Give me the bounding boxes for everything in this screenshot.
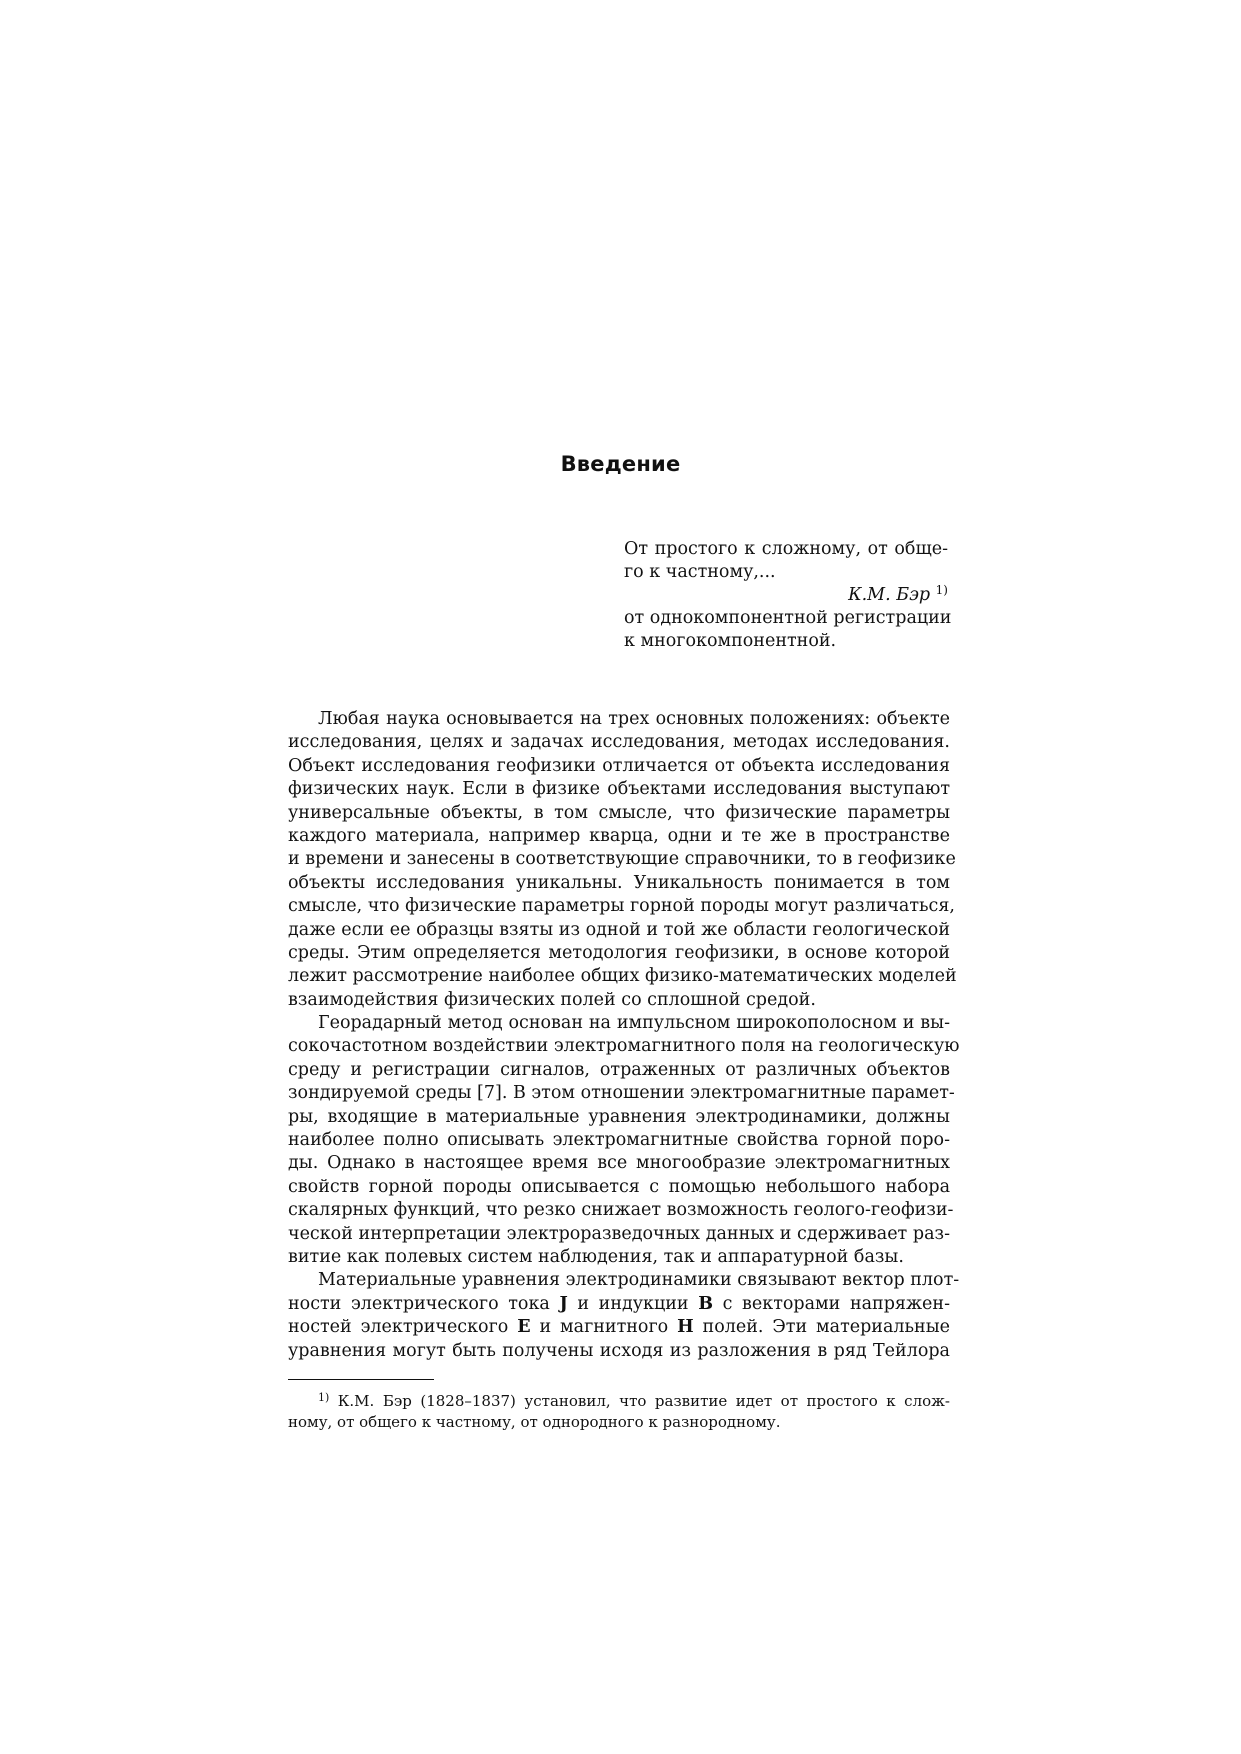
- paragraph-3: [288, 1269, 960, 1363]
- text-fragment: полей. Эти материальные: [693, 1317, 950, 1338]
- vector-symbol-j: J: [559, 1293, 568, 1314]
- text-line: уравнения могут быть получены исходя из разложения в ряд Тейлора: [288, 1340, 950, 1361]
- epigraph-addendum-line: от однокомпонентной регистрации: [624, 608, 952, 628]
- text-line: свойств горной породы описывается с помощью небольшого набора: [288, 1176, 950, 1197]
- text-line: Любая наука основывается на трех основных положениях: объекте: [318, 709, 950, 729]
- vector-symbol-e: E: [517, 1317, 531, 1338]
- epigraph-addendum-line: к многокомпонентной.: [624, 631, 837, 651]
- text-line: скалярных функций, что резко снижает возможность геолого-геофизи-: [288, 1200, 954, 1221]
- text-line: [288, 1316, 950, 1339]
- text-fragment: и индукции: [567, 1293, 699, 1314]
- footnote-reference: 1): [935, 583, 948, 597]
- footnote-text: К.М. Бэр (1828–1837) установил, что развитие идет от простого к слож-: [329, 1392, 950, 1410]
- text-line: взаимодействия физических полей со сплошной средой.: [288, 989, 816, 1010]
- text-line: Георадарный метод основан на импульсном широкополосном и вы-: [318, 1013, 950, 1034]
- text-line: исследования, целях и задачах исследования, методах исследования.: [288, 732, 950, 753]
- text-line: объекты исследования уникальны. Уникальность понимается в том: [288, 872, 950, 893]
- text-line: даже если ее образцы взяты из одной и той же области геологической: [288, 919, 950, 940]
- text-line: ческой интерпретации электроразведочных данных и сдерживает раз-: [288, 1223, 950, 1244]
- text-fragment: и магнитного: [530, 1317, 678, 1338]
- text-line: ды. Однако в настоящее время все многообразие электромагнитных: [288, 1153, 950, 1174]
- epigraph-author: [624, 584, 948, 607]
- footnote-line: ному, от общего к частному, от однородного к разнородному.: [288, 1413, 781, 1431]
- page-title: Введение: [560, 452, 681, 476]
- epigraph-line: От простого к сложному, от обще-: [624, 539, 948, 559]
- text-line: ры, входящие в материальные уравнения электродинамики, должны: [288, 1106, 950, 1127]
- text-line: наиболее полно описывать электромагнитные свойства горной поро-: [288, 1130, 950, 1151]
- text-line: зондируемой среды [7]. В этом отношении электромагнитные парамет-: [288, 1083, 955, 1104]
- text-fragment: с векторами напряжен-: [713, 1293, 950, 1314]
- text-line: Материальные уравнения электродинамики связывают вектор плот-: [318, 1270, 960, 1291]
- footnote-separator: [288, 1379, 434, 1380]
- text-line: лежит рассмотрение наиболее общих физико-математических моделей: [288, 966, 957, 987]
- footnote-line: [288, 1391, 950, 1412]
- text-line: физических наук. Если в физике объектами исследования выступают: [288, 779, 950, 800]
- text-fragment: ностей электрического: [288, 1317, 518, 1338]
- epigraph-line: го к частному,...: [624, 562, 776, 582]
- paragraph-2: [288, 1012, 960, 1269]
- text-fragment: ности электрического тока: [288, 1293, 560, 1314]
- text-line: каждого материала, например кварца, одни и те же в пространстве: [288, 825, 950, 846]
- paragraph-1: [288, 708, 957, 1012]
- text-line: среду и регистрации сигналов, отраженных от различных объектов: [288, 1059, 950, 1080]
- text-line: витие как полевых систем наблюдения, так и аппаратурной базы.: [288, 1246, 904, 1267]
- text-line: среды. Этим определяется методология геофизики, в основе которой: [288, 942, 950, 963]
- footnote: [288, 1391, 950, 1433]
- text-line: Объект исследования геофизики отличается от объекта исследования: [288, 755, 950, 776]
- text-line: универсальные объекты, в том смысле, что физические параметры: [288, 802, 950, 823]
- epigraph-author-name: К.М. Бэр: [848, 585, 931, 605]
- text-line: сокочастотном воздействии электромагнитного поля на геологическую: [288, 1036, 960, 1057]
- text-line: смысле, что физические параметры горной породы могут различаться,: [288, 896, 955, 917]
- body-text: [288, 708, 960, 1363]
- footnote-mark: 1): [318, 1391, 330, 1404]
- vector-symbol-h: H: [677, 1317, 694, 1338]
- epigraph: [624, 538, 952, 653]
- vector-symbol-b: B: [698, 1293, 713, 1314]
- text-line: и времени и занесены в соответствующие справочники, то в геофизике: [288, 849, 956, 870]
- text-line: [288, 1293, 950, 1316]
